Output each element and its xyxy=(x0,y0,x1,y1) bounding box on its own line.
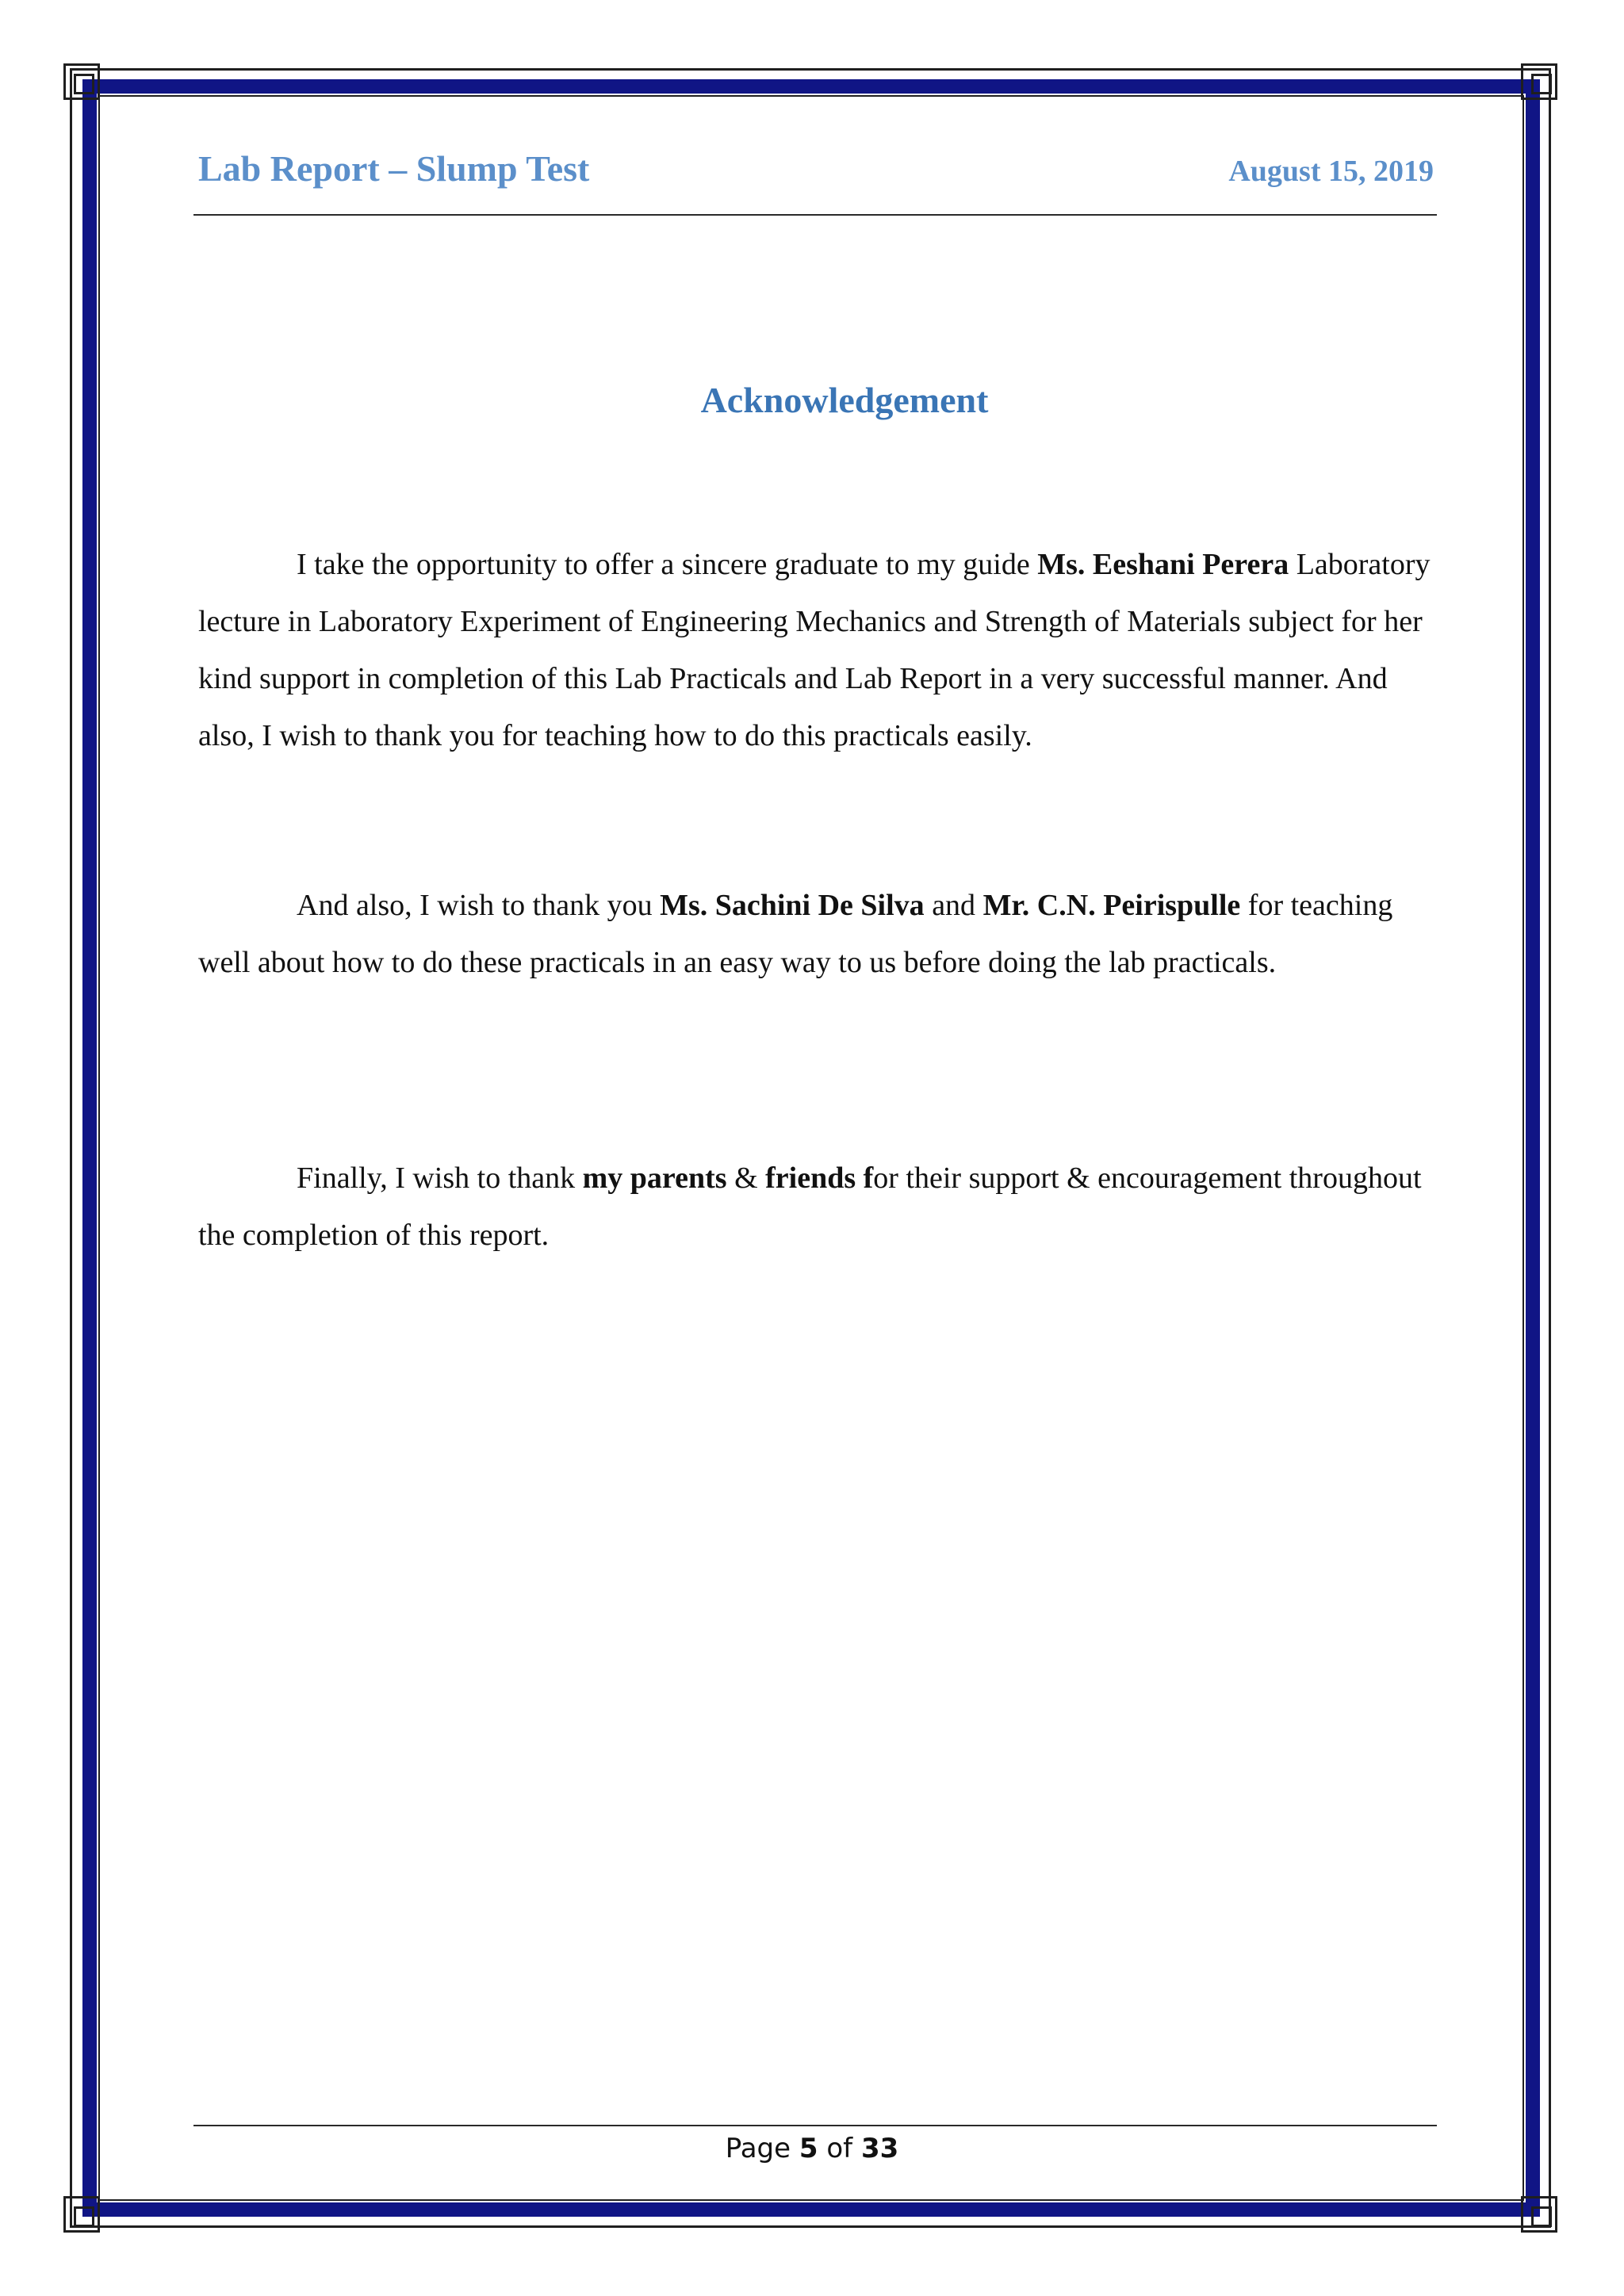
page-total: 33 xyxy=(860,2133,899,2164)
p2-name-1: Ms. Sachini De Silva xyxy=(660,889,925,922)
p3-bold-friends: friends f xyxy=(765,1161,874,1195)
p1-name-guide: Ms. Eeshani Perera xyxy=(1037,548,1289,581)
page-number xyxy=(0,2133,1624,2164)
of-label: of xyxy=(826,2133,853,2164)
paragraph-instructor-thanks xyxy=(198,877,1443,991)
header-date: August 15, 2019 xyxy=(1228,155,1434,188)
p3-text-3: or their support & encouragement throughout the completion of this report. xyxy=(198,1161,1422,1252)
page-current: 5 xyxy=(799,2133,818,2164)
header-title: Lab Report – Slump Test xyxy=(198,148,590,189)
p1-text-2: Laboratory lecture in Laboratory Experiment of Engineering Mechanics and Strength of Materials subject for her kind support in completion of this Lab Practicals and Lab Report in a very successful manner. And also, I wish to thank you for teaching how to do this practicals easily. xyxy=(198,548,1431,752)
p3-text-2: & xyxy=(726,1161,766,1195)
p3-text-1: Finally, I wish to thank xyxy=(297,1161,583,1195)
p3-bold-parents: my parents xyxy=(582,1161,727,1195)
page-heading: Acknowledgement xyxy=(700,380,989,420)
p1-text-1: I take the opportunity to offer a sincere graduate to my guide xyxy=(297,548,1038,581)
p2-text-3: for teaching well about how to do these practicals in an easy way to us before doing the lab practicals. xyxy=(198,889,1393,979)
p2-text-1: And also, I wish to thank you xyxy=(297,889,661,922)
paragraph-guide-thanks xyxy=(198,536,1443,764)
header-divider xyxy=(193,214,1437,216)
paragraph-family-thanks xyxy=(198,1150,1443,1264)
p2-name-2: Mr. C.N. Peirispulle xyxy=(982,889,1241,922)
page-label: Page xyxy=(725,2133,791,2164)
p2-text-2: and xyxy=(924,889,983,922)
footer-divider xyxy=(193,2125,1437,2126)
